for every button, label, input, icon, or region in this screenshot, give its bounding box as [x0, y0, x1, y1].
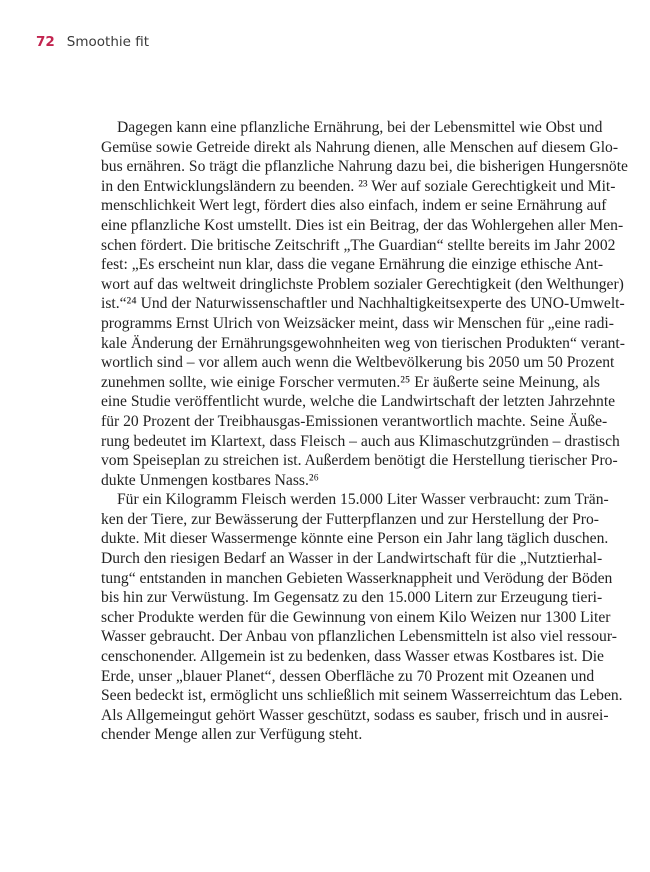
text-line: censchonender. Allgemein ist zu bedenken, dass Wasser etwas Kostbares ist. Die — [101, 648, 604, 666]
text-line: für 20 Prozent der Treibhausgas-Emissionen verantwortlich machte. Seine Äuße- — [101, 412, 608, 430]
text-line: Erde, unser „blauer Planet“, dessen Oberfläche zu 70 Prozent mit Ozeanen und — [101, 667, 595, 685]
text-line: bis hin zur Verwüstung. Im Gegensatz zu den 15.000 Litern zur Erzeugung tieri- — [101, 589, 603, 607]
text-line: ist.“²⁴ Und der Naturwissenschaftler und Nachhaltigkeitsexperte des UNO-Umwelt- — [101, 295, 625, 313]
text-line: rung bedeutet im Klartext, dass Fleisch – auch aus Klimaschutzgründen – drastisch — [101, 432, 620, 450]
paragraph-1 — [101, 118, 628, 490]
text-line: eine pflanzliche Kost umstellt. Dies ist ein Beitrag, der das Wohlergehen aller Men- — [101, 216, 624, 234]
page-number: 72 — [36, 34, 55, 50]
text-line: Als Allgemeingut gehört Wasser geschützt, sodass es sauber, frisch und in ausrei- — [101, 706, 609, 724]
text-line: in den Entwicklungsländern zu beenden. ²³ Wer auf soziale Gerechtigkeit und Mit- — [101, 177, 616, 195]
text-line: schen fördert. Die britische Zeitschrift „The Guardian“ stellte bereits im Jahr 2002 — [101, 236, 616, 254]
text-line: programms Ernst Ulrich von Weizsäcker meint, dass wir Menschen für „eine radi- — [101, 314, 614, 332]
text-line: fest: „Es erscheint nun klar, dass die vegane Ernährung die einzige ethische Ant- — [101, 256, 604, 274]
page-header — [36, 34, 149, 50]
body-text — [101, 118, 628, 745]
text-line: dukte Unmengen kostbares Nass.²⁶ — [101, 471, 319, 489]
paragraph-2 — [101, 490, 623, 745]
text-line: wortlich sind – vor allem auch wenn die Weltbevölkerung bis 2050 um 50 Prozent — [101, 354, 615, 372]
text-line: eine Studie veröffentlicht wurde, welche die Landwirtschaft der letzten Jahrzehnte — [101, 393, 616, 411]
text-line: vom Speiseplan zu streichen ist. Außerdem benötigt die Herstellung tierischer Pro- — [101, 452, 618, 470]
text-line: ken der Tiere, zur Bewässerung der Futterpflanzen und zur Herstellung der Pro- — [101, 510, 599, 528]
text-line: Dagegen kann eine pflanzliche Ernährung, bei der Lebensmittel wie Obst und — [117, 119, 603, 136]
text-line: kale Änderung der Ernährungsgewohnheiten weg von tierischen Produkten“ verant- — [101, 334, 625, 352]
text-line: zunehmen sollte, wie einige Forscher vermuten.²⁵ Er äußerte seine Meinung, als — [101, 373, 600, 391]
text-line: Durch den riesigen Bedarf an Wasser in der Landwirtschaft für die „Nutztierhal- — [101, 550, 603, 568]
text-line: Wasser gebraucht. Der Anbau von pflanzlichen Lebensmitteln ist also viel ressour- — [101, 628, 617, 646]
text-line: scher Produkte werden für die Gewinnung von einem Kilo Weizen nur 1300 Liter — [101, 608, 611, 626]
text-line: Gemüse sowie Getreide direkt als Nahrung dienen, alle Menschen auf diesem Glo- — [101, 138, 619, 156]
running-title: Smoothie fit — [66, 34, 150, 50]
text-line: tung“ entstanden in manchen Gebieten Wasserknappheit und Verödung der Böden — [101, 569, 613, 587]
text-line: bus ernähren. So trägt die pflanzliche Nahrung dazu bei, die bisherigen Hungersnöte — [101, 158, 628, 176]
text-line: dukte. Mit dieser Wassermenge könnte eine Person ein Jahr lang täglich duschen. — [101, 530, 609, 548]
text-line: wort auf das weltweit dringlichste Problem sozialer Gerechtigkeit (den Welthunger) — [101, 275, 624, 293]
text-line: Für ein Kilogramm Fleisch werden 15.000 Liter Wasser verbraucht: zum Trän- — [117, 491, 609, 509]
text-line: chender Menge allen zur Verfügung steht. — [101, 726, 363, 744]
text-line: Seen bedeckt ist, ermöglicht uns schließlich mit seinem Wasserreichtum das Leben. — [101, 687, 623, 705]
text-line: menschlichkeit Wert legt, fördert dies also einfach, indem er seine Ernährung auf — [101, 197, 607, 215]
